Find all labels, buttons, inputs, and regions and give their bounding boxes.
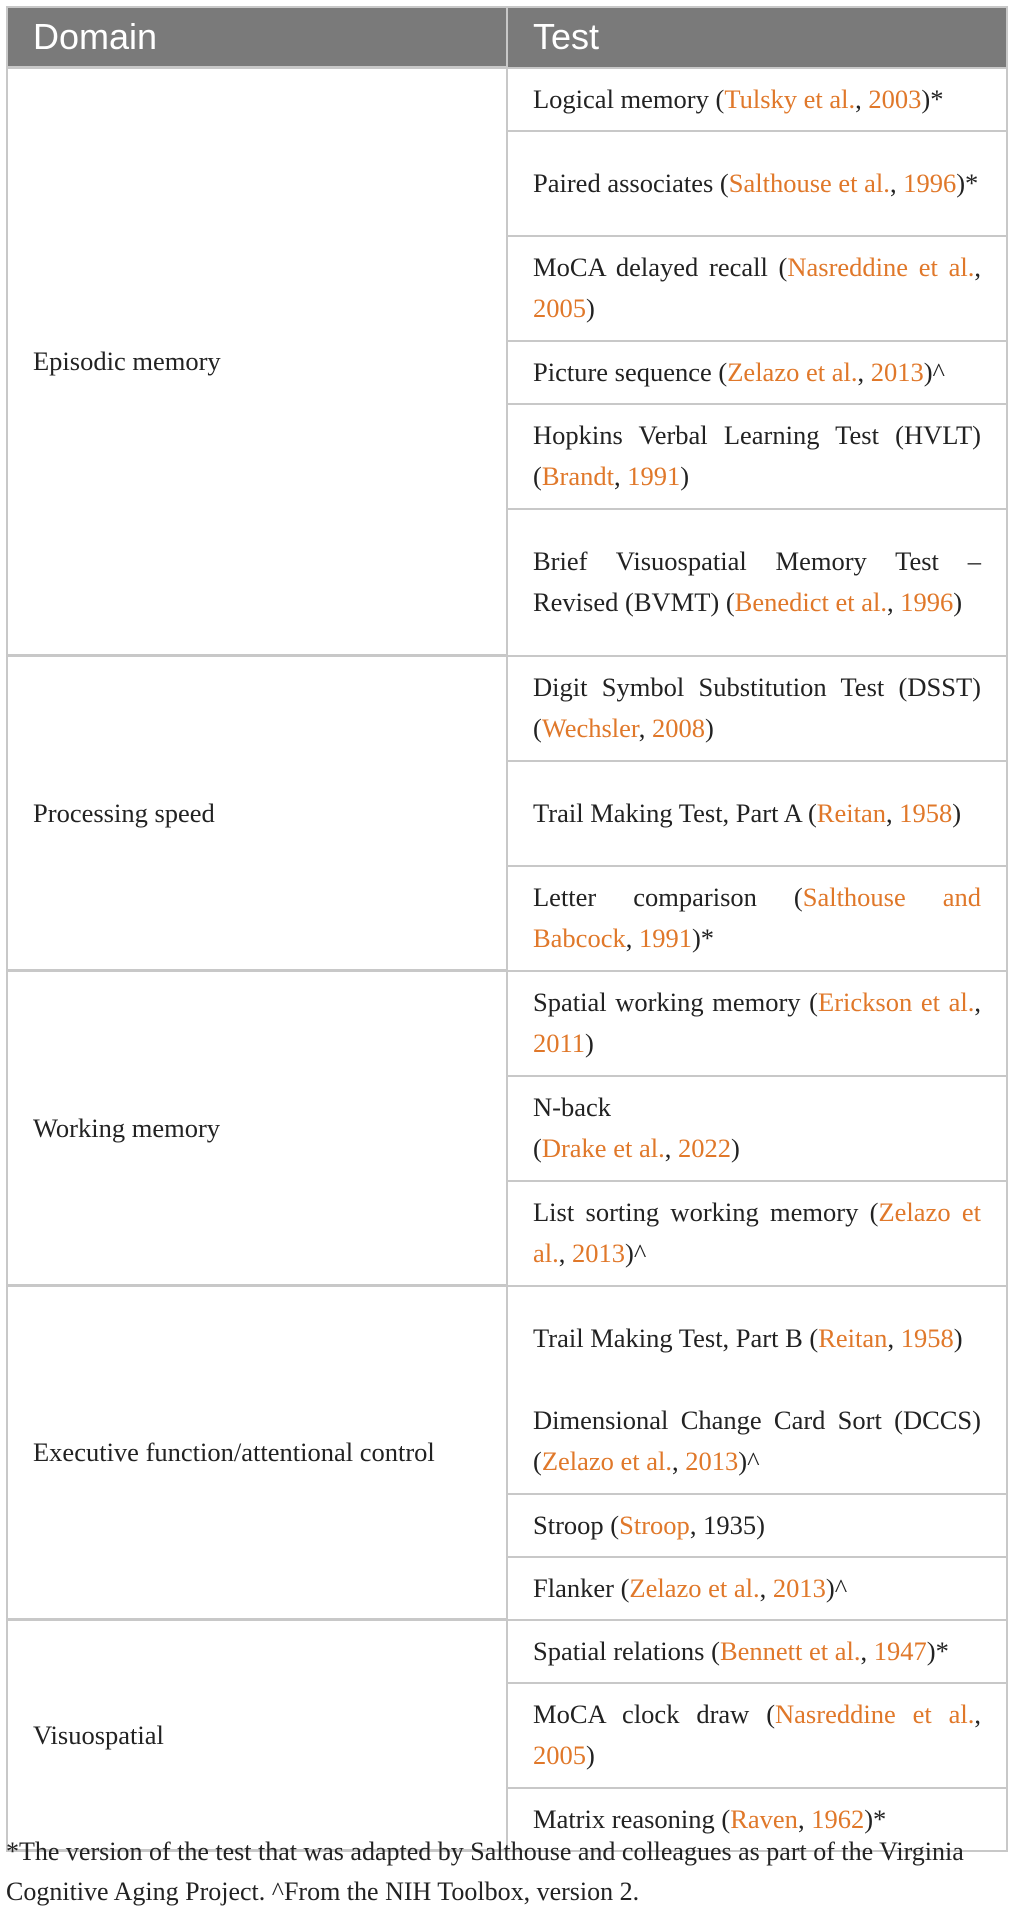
citation-link[interactable]: Nasreddine [787, 252, 909, 282]
citation-link[interactable]: Bennett et al. [719, 1635, 861, 1666]
test-text: )* [921, 83, 944, 114]
table-row [7, 1286, 1007, 1390]
citation-link[interactable]: Zelazo et al. [541, 1446, 673, 1476]
citation-link[interactable]: Salthouse and Babcock [533, 882, 981, 953]
footnote-line-1: *The version of the test that was adapted by Salthouse and colleagues as part of the Virginia [6, 1837, 964, 1866]
test-text: Hopkins Verbal Learning Test (HVLT) ( [533, 420, 981, 491]
citation-link[interactable]: Reitan [816, 797, 886, 828]
citation-link[interactable]: 2013 [870, 356, 924, 387]
citation-link[interactable]: Brandt [541, 461, 614, 491]
citation-link[interactable]: Reitan [818, 1322, 888, 1353]
citation-link[interactable]: et al. [533, 1197, 981, 1268]
test-cell [507, 1620, 1007, 1683]
table-row [7, 656, 1007, 761]
test-text: , [558, 1238, 572, 1268]
table-row [7, 1620, 1007, 1683]
citation-link[interactable]: Salthouse et al. [728, 167, 890, 198]
citation-link[interactable]: 1958 [900, 1322, 954, 1353]
test-text: , [613, 461, 628, 491]
citation-link[interactable]: et al. [918, 252, 975, 282]
test-text: Trail Making Test, Part B ( [533, 1322, 819, 1353]
citation-link[interactable]: 2008 [651, 713, 705, 743]
test-cell [507, 971, 1007, 1076]
footnote-line-2: Cognitive Aging Project. ^From the NIH Toolbox, version 2. [6, 1877, 640, 1906]
test-text: Picture sequence ( [533, 356, 728, 387]
test-text: ) [704, 713, 714, 743]
test-text: , [974, 987, 982, 1017]
citation-link[interactable]: Nasreddine et al. [775, 1699, 975, 1729]
test-text: , 1935) [689, 1509, 765, 1540]
test-text: , [672, 1446, 686, 1476]
citation-link[interactable]: 2013 [685, 1446, 739, 1476]
citation-link[interactable]: Zelazo [878, 1197, 951, 1227]
test-text: Brief Visuospatial Memory Test – Revised (BVMT) ( [533, 546, 981, 617]
table-row [7, 68, 1007, 131]
test-text: )* [864, 1803, 887, 1834]
citation-link[interactable]: 1991 [627, 461, 681, 491]
test-cell [507, 1557, 1007, 1620]
citation-link[interactable]: 1958 [899, 797, 953, 828]
test-text: )^ [923, 356, 945, 387]
test-text: Spatial relations ( [533, 1635, 720, 1666]
citation-link[interactable]: et al. [920, 987, 975, 1017]
test-text: , [664, 1133, 678, 1163]
test-text: )^ [738, 1446, 760, 1476]
domain-cell: Processing speed [7, 656, 507, 971]
header-test: Test [507, 7, 1007, 68]
test-cell [507, 1181, 1007, 1286]
test-text: , [885, 797, 900, 828]
citation-link[interactable]: 2013 [572, 1238, 625, 1268]
test-text: Digit Symbol Substitution Test (DSST) ( [533, 672, 981, 743]
test-cell [507, 1286, 1007, 1390]
header-domain: Domain [7, 7, 507, 68]
table-header-row [7, 7, 1007, 68]
domain-cell: Executive function/attentional control [7, 1286, 507, 1620]
citation-link[interactable]: 1947 [873, 1635, 927, 1666]
test-text: ) [953, 587, 963, 617]
test-text [908, 252, 919, 282]
domain-cell: Working memory [7, 971, 507, 1286]
test-cell [507, 1390, 1007, 1494]
test-text: , [974, 252, 981, 282]
test-text: )^ [625, 1238, 647, 1268]
test-text: List sorting working memory ( [533, 1197, 879, 1227]
citation-link[interactable]: 1991 [638, 923, 692, 953]
test-text: Flanker ( [533, 1572, 630, 1603]
test-text: ) [586, 1740, 595, 1770]
test-cell [507, 236, 1007, 341]
test-text: Spatial working memory ( [533, 987, 819, 1017]
test-text: MoCA clock draw ( [533, 1699, 776, 1729]
test-text: , [797, 1803, 812, 1834]
test-text: )* [926, 1635, 949, 1666]
test-cell [507, 131, 1007, 236]
test-cell [507, 68, 1007, 131]
test-cell [507, 866, 1007, 971]
test-text: , [625, 923, 639, 953]
test-text: ) [952, 797, 962, 828]
citation-link[interactable]: 1996 [903, 167, 957, 198]
test-text: , [974, 1699, 981, 1729]
test-text: Dimensional Change Card Sort (DCCS) ( [533, 1405, 981, 1476]
test-text: , [887, 1322, 901, 1353]
test-text [951, 1197, 962, 1227]
citation-link[interactable]: Wechsler [541, 713, 639, 743]
test-text: ( [533, 1133, 542, 1163]
domain-cell: Visuospatial [7, 1620, 507, 1851]
test-text: , [759, 1572, 773, 1603]
test-text: , [857, 356, 871, 387]
test-text: , [855, 83, 869, 114]
test-text: Letter comparison ( [533, 882, 803, 912]
test-text: Logical memory ( [533, 83, 725, 114]
citation-link[interactable]: Benedict et al. [734, 587, 887, 617]
citation-link[interactable]: Tulsky et al. [724, 83, 856, 114]
citation-link[interactable]: 2013 [772, 1572, 826, 1603]
citation-link[interactable]: 1962 [811, 1803, 865, 1834]
citation-link[interactable]: Zelazo et al. [629, 1572, 760, 1603]
domain-cell: Episodic memory [7, 68, 507, 656]
test-cell [507, 509, 1007, 656]
test-cell [507, 1494, 1007, 1557]
test-text: Trail Making Test, Part A ( [533, 797, 817, 828]
citation-link[interactable]: Zelazo et al. [727, 356, 858, 387]
test-text: N-back [533, 1092, 611, 1122]
citation-link[interactable]: Raven [730, 1803, 798, 1834]
test-text: ) [585, 1028, 594, 1058]
citation-link[interactable]: 2005 [533, 1740, 586, 1770]
citation-link[interactable]: 2005 [533, 293, 586, 323]
test-cell [507, 341, 1007, 404]
test-text: Matrix reasoning ( [533, 1803, 731, 1834]
test-text: MoCA delayed recall ( [533, 252, 788, 282]
citation-link[interactable]: Stroop [619, 1509, 690, 1540]
citation-link[interactable]: Drake et al. [541, 1133, 665, 1163]
test-text: ) [680, 461, 690, 491]
table-footnote [6, 1832, 1010, 1912]
test-text [912, 987, 921, 1017]
test-cell [507, 761, 1007, 866]
test-cell [507, 404, 1007, 509]
test-cell [507, 1076, 1007, 1181]
citation-link[interactable]: 1996 [900, 587, 954, 617]
citation-link[interactable]: 2011 [533, 1028, 586, 1058]
test-cell [507, 656, 1007, 761]
test-text: ) [953, 1322, 963, 1353]
test-text: , [860, 1635, 874, 1666]
test-text: , [638, 713, 652, 743]
tests-table [6, 6, 1008, 1852]
test-text: )^ [825, 1572, 848, 1603]
test-text: )* [691, 923, 715, 953]
test-text: ) [730, 1133, 740, 1163]
citation-link[interactable]: 2022 [677, 1133, 731, 1163]
test-text: )* [956, 167, 979, 198]
test-text: , [886, 587, 901, 617]
test-text: , [889, 167, 904, 198]
citation-link[interactable]: 2003 [868, 83, 922, 114]
citation-link[interactable]: Erickson [818, 987, 913, 1017]
test-cell [507, 1683, 1007, 1788]
test-text: Paired associates ( [533, 167, 729, 198]
table-row [7, 971, 1007, 1076]
test-text: ) [586, 293, 595, 323]
test-text: Stroop ( [533, 1509, 620, 1540]
